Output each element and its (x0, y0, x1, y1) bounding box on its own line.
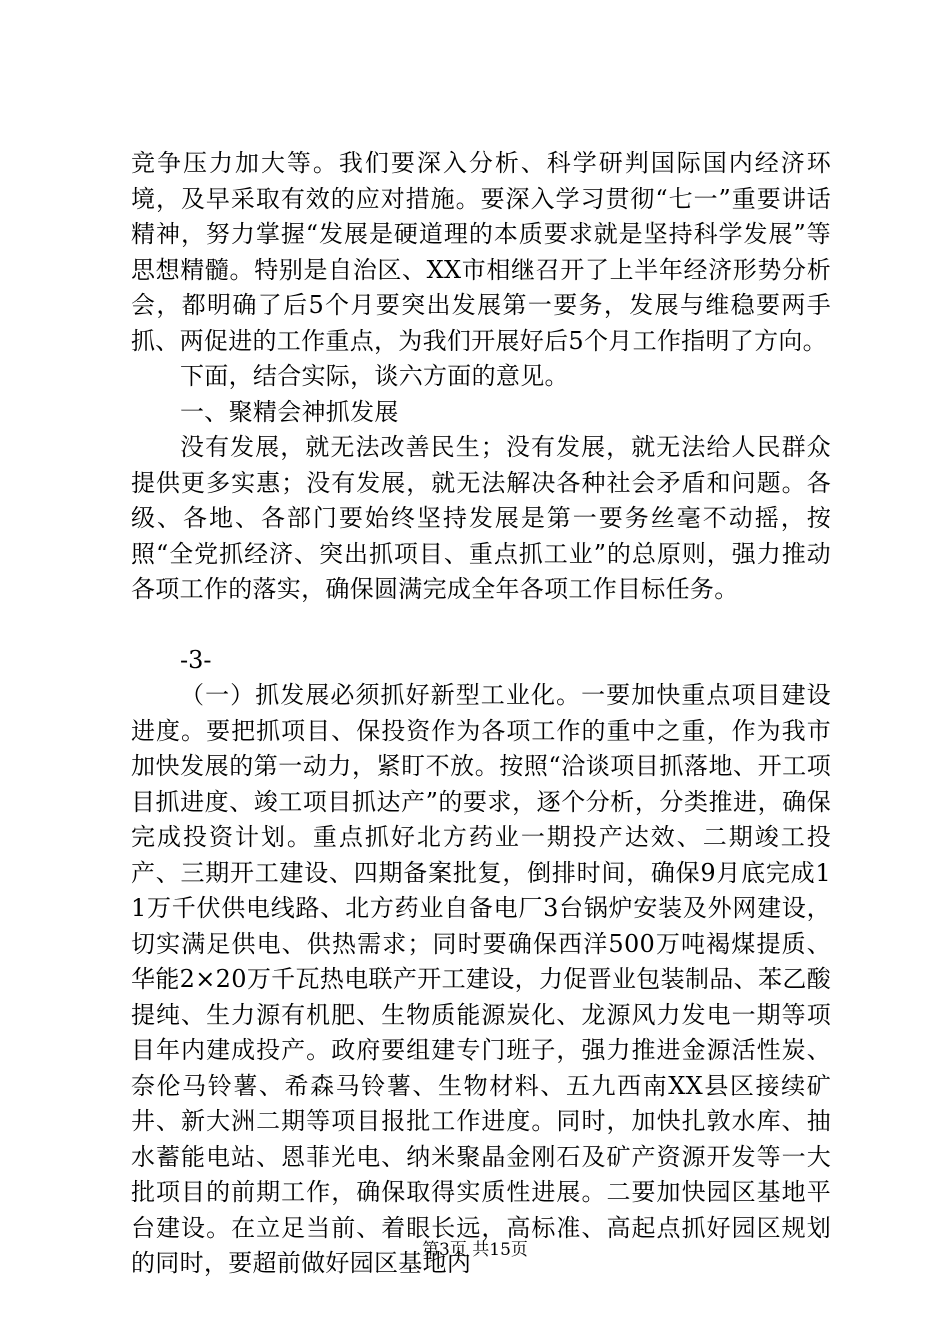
paragraph-industrialization: （一）抓发展必须抓好新型工业化。一要加快重点项目建设进度。要把抓项目、保投资作为各项工作的重中之重，作为我市加快发展的第一动力，紧盯不放。按照“洽谈项目抓落地、开工项目抓进度、竣工项目抓达产”的要求，逐个分析，分类推进，确保完成投资计划。重点抓好北方药业一期投产达效、二期竣工投产、三期开工建设、四期备案批复，倒排时间，确保9月底完成11万千伏供电线路、北方药业自备电厂3台锅炉安装及外网建设，切实满足供电、供热需求；同时要确保西洋500万吨褐煤提质、华能2×20万千瓦热电联产开工建设，力促晋业包装制品、苯乙酸提纯、生力源有机肥、生物质能源炭化、龙源风力发电一期等项目年内建成投产。政府要组建专门班子，强力推进金源活性炭、奈伦马铃薯、希森马铃薯、生物材料、五九西南XX县区接续矿井、新大洲二期等项目报批工作进度。同时，加快扎敦水库、抽水蓄能电站、恩菲光电、纳米聚晶金刚石及矿产资源开发等一大批项目的前期工作，确保取得实质性进展。二要加快园区基地平台建设。在立足当前、着眼长远，高标准、高起点抓好园区规划的同时，要超前做好园区基地内 (131, 681, 831, 1277)
inline-page-number: -3- (180, 645, 212, 674)
page-footer: 第3页 共15页 (422, 1240, 528, 1260)
paragraph-development: 没有发展，就无法改善民生；没有发展，就无法给人民群众提供更多实惠；没有发展，就无法解决各种社会矛盾和问题。各级、各地、各部门要始终坚持发展是第一要务丝毫不动摇，按照“全党抓经济、突出抓项目、重点抓工业”的总原则，强力推动各项工作的落实，确保圆满完成全年各项工作目标任务。 (131, 433, 831, 603)
paragraph-transition: 下面，结合实际，谈六方面的意见。 (180, 362, 569, 390)
paragraph-intro: 竞争压力加大等。我们要深入分析、科学研判国际国内经济环境，及早采取有效的应对措施。要深入学习贯彻“七一”重要讲话精神，努力掌握“发展是硬道理的本质要求就是坚持科学发展”等思想精髓。特别是自治区、XX市相继召开了上半年经济形势分析会，都明确了后5个月要突出发展第一要务，发展与维稳要两手抓、两促进的工作重点，为我们开展好后5个月工作指明了方向。 (131, 149, 831, 355)
paragraph-gap (131, 608, 831, 643)
document-body (131, 146, 831, 1282)
section-heading: 一、聚精会神抓发展 (180, 397, 399, 426)
